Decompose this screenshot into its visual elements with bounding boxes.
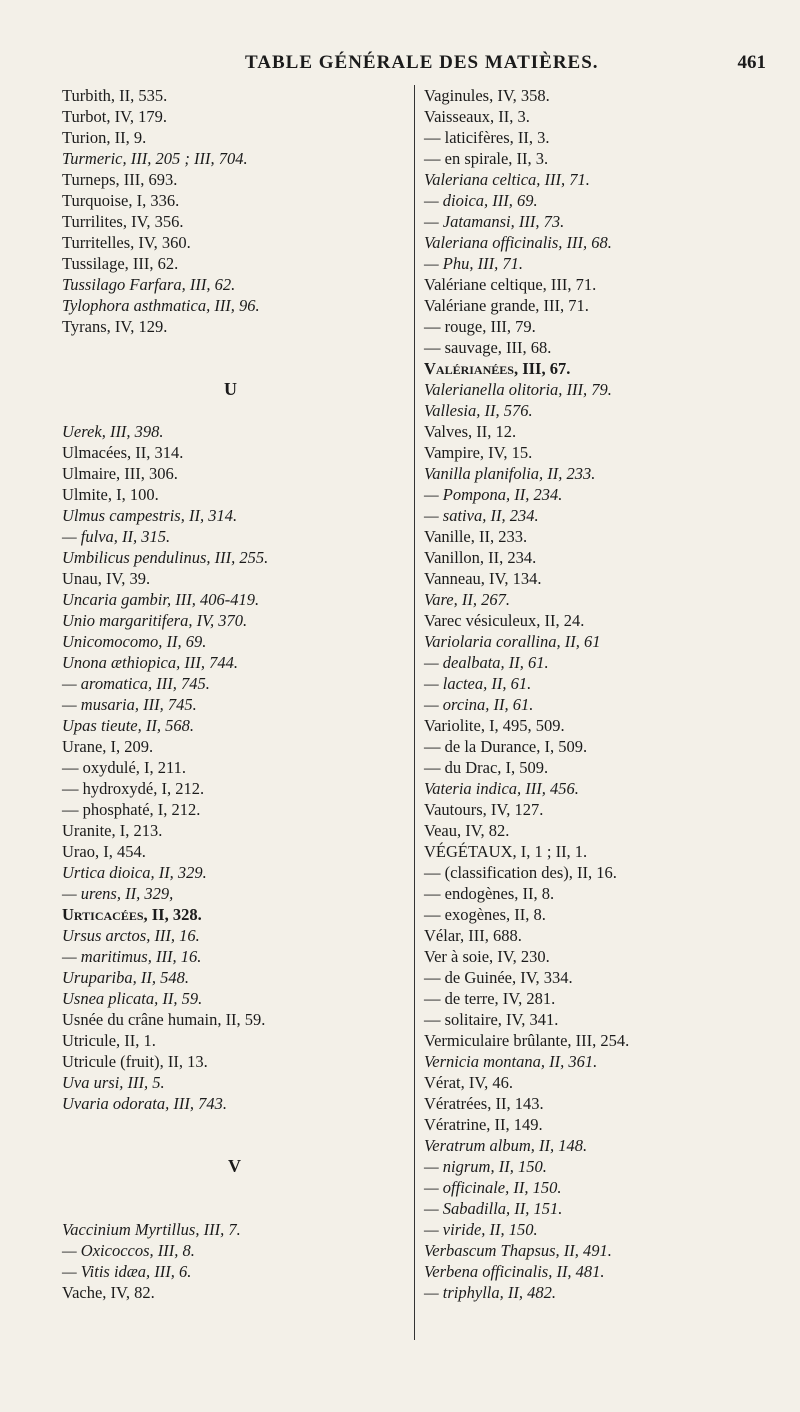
index-entry: — endogènes, II, 8.	[424, 884, 555, 903]
index-entry: — de Guinée, IV, 334.	[424, 968, 573, 987]
index-entry: Vautours, IV, 127.	[424, 800, 544, 819]
index-entry: Usnea plicata, II, 59.	[62, 989, 203, 1008]
index-entry: Ver à soie, IV, 230.	[424, 947, 550, 966]
index-entry: Tyrans, IV, 129.	[62, 317, 168, 336]
index-entry: Urao, I, 454.	[62, 842, 146, 861]
index-entry: Variolaria corallina, II, 61	[424, 632, 601, 651]
index-entry: — viride, II, 150.	[424, 1220, 538, 1239]
index-entry: — du Drac, I, 509.	[424, 758, 549, 777]
index-entry: Vanillon, II, 234.	[424, 548, 537, 567]
index-entry: Vaginules, IV, 358.	[424, 86, 550, 105]
index-entry: Vélar, III, 688.	[424, 926, 522, 945]
index-entry: Vanneau, IV, 134.	[424, 569, 542, 588]
index-entry: Unau, IV, 39.	[62, 569, 151, 588]
index-entry: Unio margaritifera, IV, 370.	[62, 611, 248, 630]
index-entry: Uncaria gambir, III, 406-419.	[62, 590, 260, 609]
index-entry: — musaria, III, 745.	[62, 695, 197, 714]
index-entry: — urens, II, 329,	[62, 884, 174, 903]
index-entry: Usnée du crâne humain, II, 59.	[62, 1010, 266, 1029]
index-entry: — nigrum, II, 150.	[424, 1157, 547, 1176]
blank-line	[62, 1114, 407, 1135]
index-entry: Vératrées, II, 143.	[424, 1094, 544, 1113]
index-entry: — (classification des), II, 16.	[424, 863, 617, 882]
index-entry: Variolite, I, 495, 509.	[424, 716, 565, 735]
index-entry: Valves, II, 12.	[424, 422, 517, 441]
index-column-right	[424, 85, 789, 1303]
index-entry: — sauvage, III, 68.	[424, 338, 552, 357]
index-entry: — sativa, II, 234.	[424, 506, 539, 525]
index-entry: Veratrum album, II, 148.	[424, 1136, 588, 1155]
index-entry: — lactea, II, 61.	[424, 674, 532, 693]
index-entry: Valériane celtique, III, 71.	[424, 275, 597, 294]
index-entry: Ulmacées, II, 314.	[62, 443, 184, 462]
index-entry: Turritelles, IV, 360.	[62, 233, 191, 252]
index-entry: Vaisseaux, II, 3.	[424, 107, 530, 126]
blank-line	[62, 1135, 407, 1156]
index-entry: — dioica, III, 69.	[424, 191, 538, 210]
index-entry: VÉGÉTAUX, I, 1 ; II, 1.	[424, 842, 588, 861]
index-entry: — officinale, II, 150.	[424, 1178, 562, 1197]
blank-line	[62, 337, 407, 358]
index-entry: Turquoise, I, 336.	[62, 191, 180, 210]
index-entry: Turmeric, III, 205 ; III, 704.	[62, 149, 248, 168]
section-letter-heading: V	[228, 1156, 241, 1176]
section-letter-heading: U	[224, 379, 237, 399]
index-entry: — hydroxydé, I, 212.	[62, 779, 205, 798]
index-entry: Ursus arctos, III, 16.	[62, 926, 200, 945]
index-entry: — aromatica, III, 745.	[62, 674, 210, 693]
index-entry: Uva ursi, III, 5.	[62, 1073, 165, 1092]
index-entry: Turbot, IV, 179.	[62, 107, 167, 126]
index-entry: — solitaire, IV, 341.	[424, 1010, 559, 1029]
index-entry: Umbilicus pendulinus, III, 255.	[62, 548, 269, 567]
index-entry: Valériane grande, III, 71.	[424, 296, 589, 315]
index-entry: Vateria indica, III, 456.	[424, 779, 579, 798]
index-entry: — oxydulé, I, 211.	[62, 758, 187, 777]
index-entry: — rouge, III, 79.	[424, 317, 536, 336]
index-entry: — Jatamansi, III, 73.	[424, 212, 565, 231]
index-entry: — Phu, III, 71.	[424, 254, 523, 273]
index-entry: — de terre, IV, 281.	[424, 989, 556, 1008]
index-entry: Uranite, I, 213.	[62, 821, 163, 840]
column-divider	[414, 85, 415, 1340]
index-entry: Uerek, III, 398.	[62, 422, 164, 441]
index-entry: Veau, IV, 82.	[424, 821, 510, 840]
index-entry: Vache, IV, 82.	[62, 1283, 155, 1302]
index-entry: Valerianella olitoria, III, 79.	[424, 380, 612, 399]
index-entry: Unicomocomo, II, 69.	[62, 632, 207, 651]
index-entry: Vermiculaire brûlante, III, 254.	[424, 1031, 630, 1050]
index-entry: Tussilage, III, 62.	[62, 254, 179, 273]
index-entry: Turbith, II, 535.	[62, 86, 168, 105]
index-entry: Urupariba, II, 548.	[62, 968, 189, 987]
index-entry: — Vitis idæa, III, 6.	[62, 1262, 192, 1281]
index-entry: — maritimus, III, 16.	[62, 947, 202, 966]
index-entry: Vaccinium Myrtillus, III, 7.	[62, 1220, 241, 1239]
blank-line	[62, 1198, 407, 1219]
index-entry: Vérat, IV, 46.	[424, 1073, 514, 1092]
index-entry: — orcina, II, 61.	[424, 695, 534, 714]
blank-line	[62, 400, 407, 421]
index-entry: Valeriana officinalis, III, 68.	[424, 233, 612, 252]
index-entry: Vernicia montana, II, 361.	[424, 1052, 598, 1071]
index-entry: Utricule, II, 1.	[62, 1031, 156, 1050]
index-entry: Turrilites, IV, 356.	[62, 212, 184, 231]
page-header	[0, 52, 800, 82]
index-entry: Vanille, II, 233.	[424, 527, 528, 546]
index-entry: Verbena officinalis, II, 481.	[424, 1262, 605, 1281]
index-entry: Upas tieute, II, 568.	[62, 716, 194, 735]
index-entry: Vare, II, 267.	[424, 590, 510, 609]
page-number: 461	[737, 52, 766, 73]
index-entry: Tussilago Farfara, III, 62.	[62, 275, 236, 294]
index-entry: — Oxicoccos, III, 8.	[62, 1241, 195, 1260]
index-entry: — de la Durance, I, 509.	[424, 737, 588, 756]
index-entry: Vallesia, II, 576.	[424, 401, 533, 420]
index-entry: — phosphaté, I, 212.	[62, 800, 201, 819]
index-entry: Ulmite, I, 100.	[62, 485, 159, 504]
index-entry: Turion, II, 9.	[62, 128, 147, 147]
index-entry: — Sabadilla, II, 151.	[424, 1199, 563, 1218]
blank-line	[62, 358, 407, 379]
index-entry: — laticifères, II, 3.	[424, 128, 550, 147]
index-entry: Uvaria odorata, III, 743.	[62, 1094, 227, 1113]
index-entry: Urticacées, II, 328.	[62, 905, 202, 924]
blank-line	[62, 1177, 407, 1198]
index-entry: Ulmus campestris, II, 314.	[62, 506, 238, 525]
index-entry: Valeriana celtica, III, 71.	[424, 170, 590, 189]
index-entry: Turneps, III, 693.	[62, 170, 178, 189]
index-entry: Vanilla planifolia, II, 233.	[424, 464, 596, 483]
index-entry: Varec vésiculeux, II, 24.	[424, 611, 585, 630]
index-entry: Vératrine, II, 149.	[424, 1115, 543, 1134]
index-entry: — exogènes, II, 8.	[424, 905, 546, 924]
index-entry: Utricule (fruit), II, 13.	[62, 1052, 208, 1071]
index-entry: Urtica dioica, II, 329.	[62, 863, 207, 882]
index-entry: Tylophora asthmatica, III, 96.	[62, 296, 260, 315]
index-entry: Unona æthiopica, III, 744.	[62, 653, 238, 672]
index-entry: Urane, I, 209.	[62, 737, 154, 756]
index-entry: Verbascum Thapsus, II, 491.	[424, 1241, 612, 1260]
index-entry: — Pompona, II, 234.	[424, 485, 563, 504]
index-column-left	[62, 85, 407, 1303]
index-entry: Ulmaire, III, 306.	[62, 464, 178, 483]
index-entry: — triphylla, II, 482.	[424, 1283, 556, 1302]
index-entry: Valérianées, III, 67.	[424, 359, 571, 378]
index-entry: Vampire, IV, 15.	[424, 443, 533, 462]
index-entry: — dealbata, II, 61.	[424, 653, 549, 672]
page-title: TABLE GÉNÉRALE DES MATIÈRES.	[245, 52, 599, 73]
index-entry: — en spirale, II, 3.	[424, 149, 549, 168]
index-entry: — fulva, II, 315.	[62, 527, 171, 546]
